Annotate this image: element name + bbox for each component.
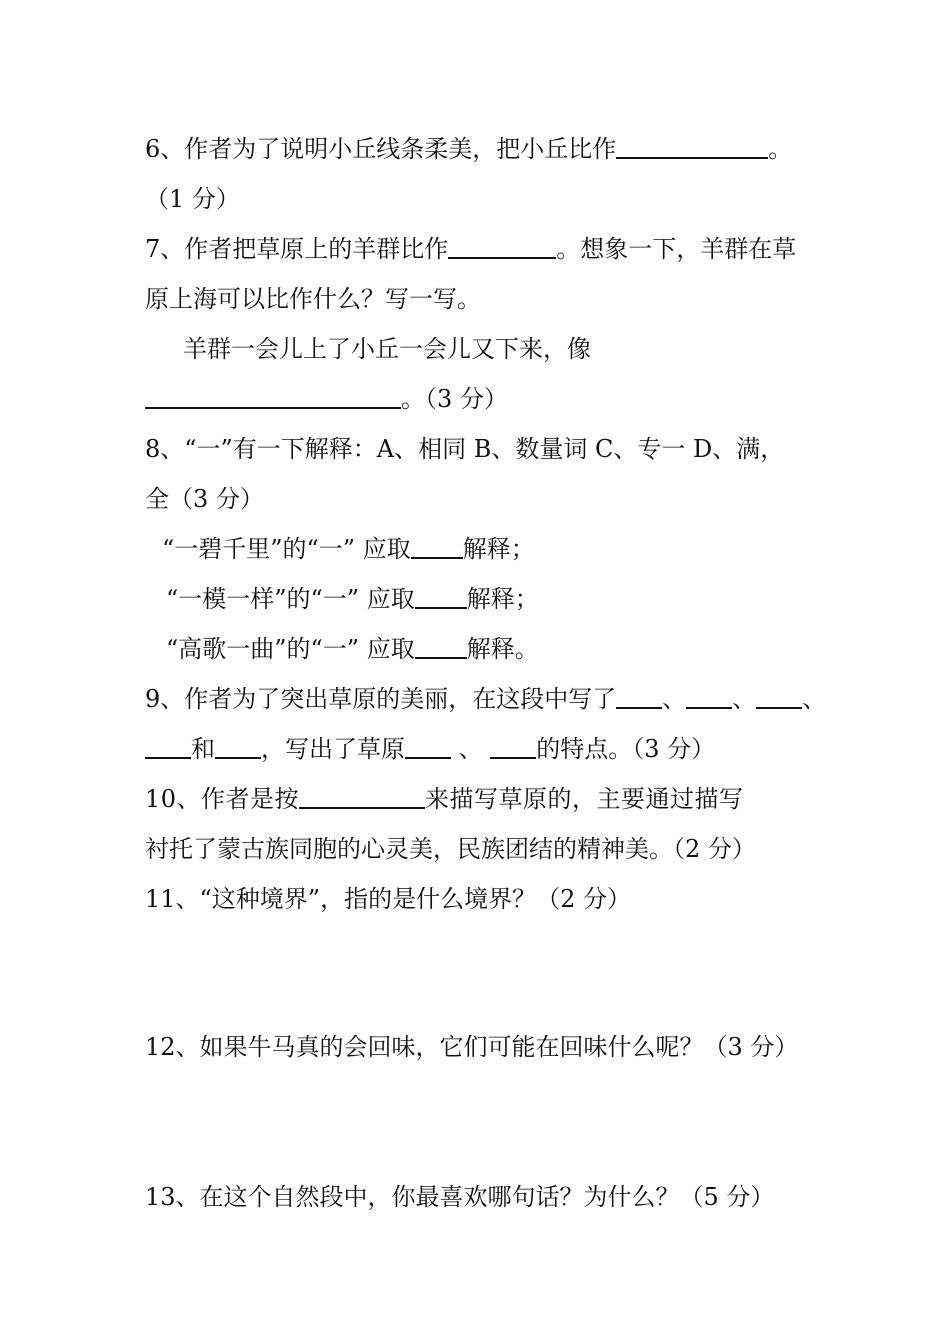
q9-blank-1[interactable] bbox=[616, 679, 662, 709]
question-7 bbox=[145, 224, 825, 274]
question-10 bbox=[145, 774, 825, 824]
q7-answer-blank-2[interactable] bbox=[145, 379, 401, 409]
q9-sep-2: 、 bbox=[732, 685, 757, 713]
question-9 bbox=[145, 674, 825, 724]
question-6 bbox=[145, 124, 825, 174]
q7-score: 。（3 分） bbox=[401, 385, 508, 413]
question-8: 8、“一”有一下解释：A、相同 B、数量词 C、专一 D、满， bbox=[145, 435, 785, 463]
q9-blank-6[interactable] bbox=[405, 729, 451, 759]
q9-sep-4: 、 bbox=[451, 735, 491, 763]
q9-text-3: 的特点。（3 分） bbox=[536, 735, 716, 763]
q6-answer-blank[interactable] bbox=[616, 129, 768, 159]
q8-item-3-suffix: 解释。 bbox=[466, 635, 539, 663]
q8-item-1-blank[interactable] bbox=[411, 529, 463, 559]
q8-item-1-suffix: 解释； bbox=[462, 535, 535, 563]
q7-text-2: 。想象一下，羊群在草 bbox=[556, 235, 797, 263]
q9-blank-2[interactable] bbox=[686, 679, 732, 709]
q8-item-1-text: “一碧千里”的“一” 应取 bbox=[162, 535, 411, 563]
q8-item-2 bbox=[166, 574, 846, 624]
q7-line-3: 羊群一会儿上了小丘一会儿又下来，像 bbox=[183, 335, 591, 363]
q9-and: 和 bbox=[191, 735, 215, 763]
q9-blank-3[interactable] bbox=[756, 679, 802, 709]
q8-item-2-blank[interactable] bbox=[415, 579, 467, 609]
q10-text: 10、作者是按 bbox=[145, 785, 300, 813]
q9-text-2: ，写出了草原 bbox=[261, 735, 405, 763]
q7-text: 7、作者把草原上的羊群比作 bbox=[145, 235, 449, 263]
q9-sep-3: 、 bbox=[802, 685, 827, 713]
q9-blank-4[interactable] bbox=[145, 729, 191, 759]
q8-item-1 bbox=[162, 524, 842, 574]
question-11: 11、“这种境界”，指的是什么境界？（2 分） bbox=[145, 885, 631, 913]
question-12: 12、如果牛马真的会回味，它们可能在回味什么呢？（3 分） bbox=[145, 1033, 799, 1061]
q10-text-2: 来描写草原的，主要通过描写 bbox=[425, 785, 744, 813]
q7-line-2: 原上海可以比作什么？写一写。 bbox=[145, 285, 481, 313]
q9-line-2 bbox=[145, 724, 825, 774]
q9-blank-7[interactable] bbox=[490, 729, 536, 759]
q8-line-2: 全（3 分） bbox=[145, 485, 264, 513]
q8-item-3-blank[interactable] bbox=[415, 629, 467, 659]
q9-text: 9、作者为了突出草原的美丽，在这段中写了 bbox=[145, 685, 617, 713]
q9-blank-5[interactable] bbox=[215, 729, 261, 759]
q6-score: （1 分） bbox=[145, 185, 240, 213]
q10-line-2: 衬托了蒙古族同胞的心灵美，民族团结的精神美。（2 分） bbox=[145, 835, 756, 863]
q6-period: 。 bbox=[768, 135, 793, 163]
q10-answer-blank[interactable] bbox=[299, 779, 425, 809]
q7-line-4 bbox=[145, 374, 825, 424]
q9-sep-1: 、 bbox=[662, 685, 687, 713]
q7-answer-blank-1[interactable] bbox=[448, 229, 556, 259]
q8-item-3 bbox=[166, 624, 846, 674]
q8-item-2-text: “一模一样”的“一” 应取 bbox=[166, 585, 415, 613]
q8-item-2-suffix: 解释； bbox=[466, 585, 539, 613]
q8-item-3-text: “高歌一曲”的“一” 应取 bbox=[166, 635, 415, 663]
q6-text: 6、作者为了说明小丘线条柔美，把小丘比作 bbox=[145, 135, 617, 163]
question-13: 13、在这个自然段中，你最喜欢哪句话？为什么？（5 分） bbox=[145, 1183, 775, 1211]
